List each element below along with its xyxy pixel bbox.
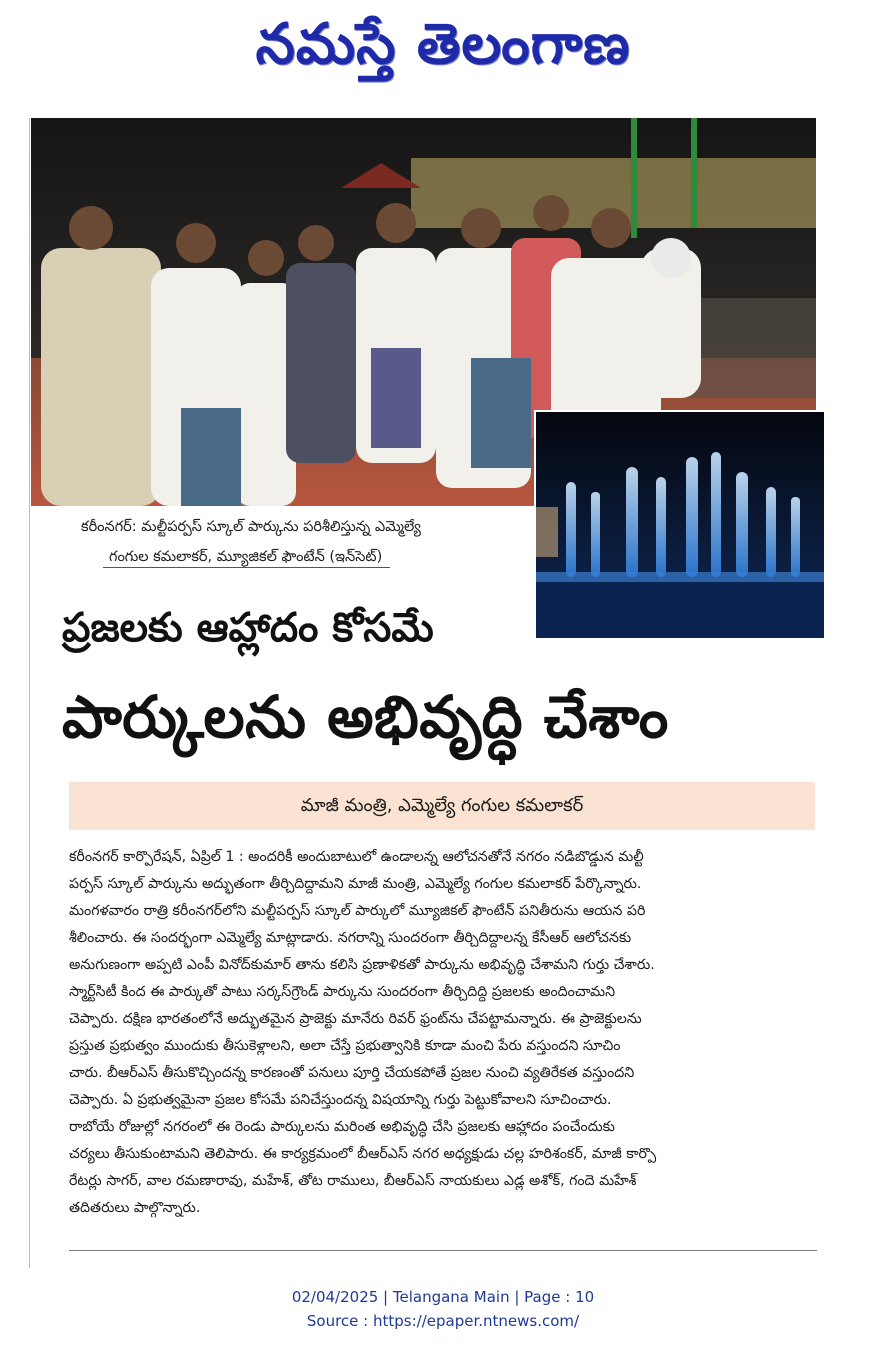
article-line: చారు. బీఆర్ఎస్ తీసుకొచ్చిందన్న కారణంతో పనులు పూర్తి చేయకపోతే ప్రజల నుంచి వ్యతిరేకత వస్తుందని <box>69 1065 635 1081</box>
article-line: తదితరులు పాల్గొన్నారు. <box>69 1200 201 1216</box>
article-body <box>69 846 819 1236</box>
fountain-inset-image <box>536 412 824 638</box>
caption-line-2: గంగుల కమలాకర్, మ్యూజికల్ ఫౌంటేన్ (ఇన్‌సెట్) <box>109 544 382 570</box>
article-end-rule <box>69 1250 817 1251</box>
article-line: మంగళవారం రాత్రి కరీంనగర్‌లోని మల్టీపర్పస్ స్కూల్ పార్కులో మ్యూజికల్ ఫౌంటేన్ పనితీరును ఆయన పరి <box>69 903 646 919</box>
page-footer <box>0 1285 886 1333</box>
headline-main: పార్కులను అభివృద్ధి చేశాం <box>62 683 669 751</box>
newspaper-masthead <box>0 4 886 84</box>
article-line: చెప్పారు. దక్షిణ భారతంలోనే అద్భుతమైన ప్రాజెక్టు మానేరు రివర్ ఫ్రంట్‌ను చేపట్టామన్నారు. ఈ ప్రాజెక్టులను <box>69 1011 642 1027</box>
column-divider <box>29 118 30 1268</box>
article-line: స్మార్ట్‌సిటీ కింద ఈ పార్కుతో పాటు సర్కస్‌గ్రౌండ్ పార్కును సుందరంగా తీర్చిదిద్ది ప్రజలకు అందించామని <box>69 984 616 1000</box>
article-line: పర్పస్ స్కూల్ పార్కును అద్భుతంగా తీర్చిదిద్దామని మాజీ మంత్రి, ఎమ్మెల్యే గంగుల కమలాకర్ పేర్కొన్నారు. <box>69 876 642 892</box>
footer-date-page: 02/04/2025 | Telangana Main | Page : 10 <box>291 1288 595 1306</box>
caption-line-1: కరీంనగర్: మల్టీపర్పస్ స్కూల్ పార్కును పరిశీలిస్తున్న ఎమ్మెల్యే <box>81 519 421 535</box>
byline-text: మాజీ మంత్రి, ఎమ్మెల్యే గంగుల కమలాకర్ <box>300 795 584 816</box>
headline-kicker: ప్రజలకు ఆహ్లాదం కోసమే <box>62 605 434 651</box>
masthead-title: నమస్తే తెలంగాణ <box>255 11 631 77</box>
byline-banner <box>69 782 815 830</box>
article-line: రాబోయే రోజుల్లో నగరంలో ఈ రెండు పార్కులను మరింత అభివృద్ధి చేసి ప్రజలకు ఆహ్లాదం పంచేందుకు <box>69 1119 615 1135</box>
footer-source-link[interactable]: Source : https://epaper.ntnews.com/ <box>306 1312 580 1330</box>
article-line: రేటర్లు సాగర్, వాల రమణారావు, మహేశ్, తోట రాములు, బీఆర్ఎస్ నాయకులు ఎడ్ల అశోక్, గందె మహేశ్ <box>69 1173 637 1189</box>
article-line: చర్యలు తీసుకుంటామని తెలిపారు. ఈ కార్యక్రమంలో బీఆర్ఎస్ నగర అధ్యక్షుడు చల్ల హరిశంకర్, మాజీ కార్పొ <box>69 1146 657 1162</box>
fountain-inset-photo <box>534 410 826 640</box>
article-line: ప్రస్తుత ప్రభుత్వం ముందుకు తీసుకెళ్లాలని, అలా చేస్తే ప్రభుత్వానికి కూడా మంచి పేరు వస్తుందని సూచిం <box>69 1038 621 1054</box>
article-line: చెప్పారు. ఏ ప్రభుత్వమైనా ప్రజల కోసమే పనిచేస్తుందన్న విషయాన్ని గుర్తు పెట్టుకోవాలని సూచించారు. <box>69 1092 612 1108</box>
article-line: కరీంనగర్ కార్పొరేషన్, ఏప్రిల్ 1 : అందరికీ అందుబాటులో ఉండాలన్న ఆలోచనతోనే నగరం నడిబొడ్డున మల్టీ <box>69 849 644 865</box>
article-line: అనుగుణంగా అప్పటి ఎంపీ వినోద్‌కుమార్ తాను కలిసి ప్రణాళికతో పార్కును అభివృద్ధి చేశామని గుర్తు చేశారు. <box>69 957 655 973</box>
article-line: శీలించారు. ఈ సందర్భంగా ఎమ్మెల్యే మాట్లాడారు. నగరాన్ని సుందరంగా తీర్చిదిద్దాలన్న కేసీఆర్ ఆలోచనకు <box>69 930 632 946</box>
photo-caption <box>31 510 531 580</box>
